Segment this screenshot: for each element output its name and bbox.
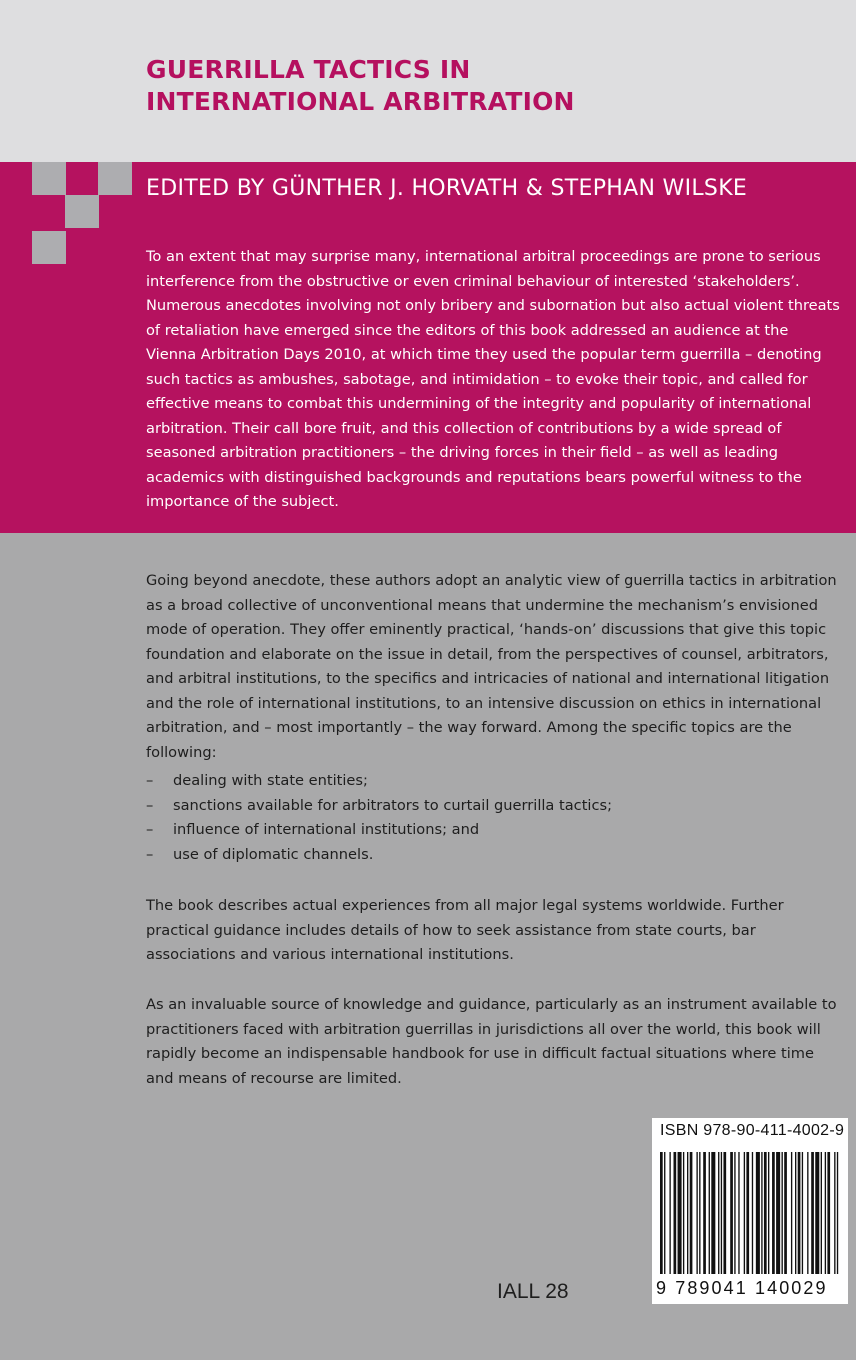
barcode-bar [784, 1152, 787, 1274]
barcode-bar [756, 1152, 760, 1274]
barcode-bar [776, 1152, 780, 1274]
barcode-bar [696, 1152, 697, 1274]
editors-line: EDITED BY GÜNTHER J. HORVATH & STEPHAN WILSKE [146, 176, 748, 201]
isbn-label: ISBN 978-90-411-4002-9 [660, 1122, 845, 1139]
barcode-bar [752, 1152, 753, 1274]
barcode-bar [730, 1152, 733, 1274]
barcode-bar [744, 1152, 745, 1274]
barcode-bar [798, 1152, 801, 1274]
barcode-bar [795, 1152, 796, 1274]
title-line-1: GUERRILLA TACTICS IN [146, 55, 471, 84]
barcode-bar [687, 1152, 688, 1274]
barcode-bar [721, 1152, 722, 1274]
barcode-bar [664, 1152, 665, 1274]
square-decoration [32, 231, 66, 264]
square-decoration [65, 195, 99, 228]
barcode-bar [834, 1152, 835, 1274]
barcode-bar [791, 1152, 792, 1274]
barcode-bar [674, 1152, 677, 1274]
barcode-bar [815, 1152, 819, 1274]
square-decoration [98, 162, 132, 195]
barcode-bar [738, 1152, 739, 1274]
barcode-bar [807, 1152, 808, 1274]
dash-marker: – [146, 821, 154, 838]
barcode-bar [711, 1152, 715, 1274]
barcode-bar [734, 1152, 735, 1274]
barcode-bar [660, 1152, 663, 1274]
list-item [146, 769, 612, 794]
list-item [146, 843, 612, 868]
barcode-bar [690, 1152, 693, 1274]
barcode-bar [827, 1152, 830, 1274]
series-label: IALL 28 [497, 1280, 569, 1303]
title-line-2: INTERNATIONAL ARBITRATION [146, 87, 575, 116]
barcode-bar [723, 1152, 726, 1274]
barcode-bar [768, 1152, 769, 1274]
barcode-bar [703, 1152, 706, 1274]
barcode-bar [764, 1152, 767, 1274]
barcode-bar [678, 1152, 682, 1274]
barcode-bar [802, 1152, 803, 1274]
barcode-digits: 9 789041 140029 [656, 1278, 828, 1298]
barcode-bar [772, 1152, 775, 1274]
barcode-bar [709, 1152, 710, 1274]
body-paragraph-1: Going beyond anecdote, these authors adopt an analytic view of guerrilla tactics in arbitration as a broad collective of unconventional means that undermine the mechanism’s envisioned mode of operation. They offer eminently practical, ‘hands-on’ discussions that give this topic foundation and elaborate on the issue in detail, from the perspectives of counsel, arbitrators, and arbitral institutions, to the specifics and intricacies of national and international litigation and the role of international institutions, to an intensive discussion on ethics in international arbitration, and – most importantly – the way forward. Among the specific topics are the following: [146, 572, 837, 761]
blurb-paragraph: To an extent that may surprise many, international arbitral proceedings are prone to serious interference from the obstructive or even criminal behaviour of interested ‘stakeholders’. Numerous anecdotes involving not only bribery and subornation but also actual violent threats of retaliation have emerged since the editors of this book addressed an audience at the Vienna Arbitration Days 2010, at which time they used the popular term guerrilla – denoting such tactics as ambushes, sabotage, and intimidation – to evoke their topic, and called for effective means to combat this undermining of the integrity and popularity of international arbitration. Their call bore fruit, and this collection of contributions by a wide spread of seasoned arbitration practitioners – the driving forces in their field – as well as leading academics with distinguished backgrounds and reputations bears powerful witness to the importance of the subject. [146, 248, 840, 510]
list-item-text: dealing with state entities; [173, 772, 368, 789]
barcode-box [652, 1118, 848, 1304]
barcode-bar [746, 1152, 749, 1274]
barcode-bar [669, 1152, 670, 1274]
dash-marker: – [146, 772, 154, 789]
dash-marker: – [146, 796, 154, 814]
barcode-bar [683, 1152, 684, 1274]
barcode-bar [718, 1152, 719, 1274]
list-item-text: sanctions available for arbitrators to curtail guerrilla tactics; [173, 796, 613, 814]
list-item-text: influence of international institutions; and [173, 821, 480, 838]
body-paragraph-2: The book describes actual experiences from all major legal systems worldwide. Further practical guidance includes details of how to seek assistance from state courts, bar associations and various international institutions. [146, 897, 784, 963]
body-paragraph-3: As an invaluable source of knowledge and guidance, particularly as an instrument available to practitioners faced with arbitration guerrillas in jurisdictions all over the world, this book will rapidly become an indispensable handbook for use in difficult factual situations where time and means of recourse are limited. [146, 996, 837, 1087]
book-title [146, 54, 575, 118]
barcode-bar [821, 1152, 822, 1274]
barcode-bar [699, 1152, 700, 1274]
barcode-bar [825, 1152, 826, 1274]
list-item-text: use of diplomatic channels. [173, 845, 374, 863]
barcode-bar [761, 1152, 762, 1274]
barcode-bar [811, 1152, 814, 1274]
square-decoration [32, 162, 66, 195]
topic-list [146, 769, 612, 867]
dash-marker: – [146, 845, 154, 863]
barcode-bars [652, 1152, 848, 1278]
list-item [146, 794, 612, 819]
barcode-bar [782, 1152, 783, 1274]
barcode-bar [837, 1152, 838, 1274]
list-item [146, 818, 612, 843]
